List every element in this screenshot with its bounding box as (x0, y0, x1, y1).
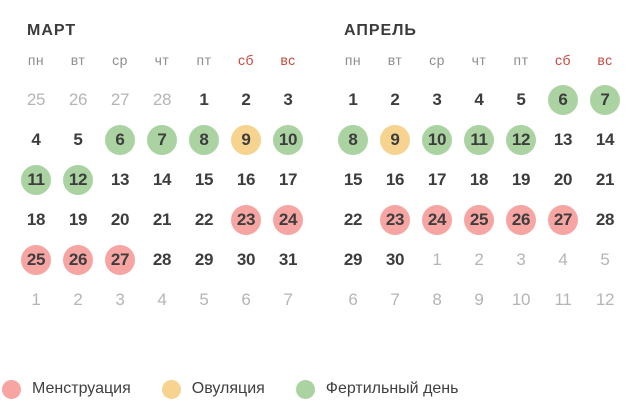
day-number: 26 (506, 205, 536, 235)
day-cell (584, 240, 626, 280)
day-number: 9 (380, 125, 410, 155)
day-cell (542, 120, 584, 160)
legend-label: Менструация (32, 380, 131, 397)
day-cell (332, 200, 374, 240)
day-number: 4 (474, 90, 484, 109)
day-cell (57, 120, 99, 160)
day-cell (500, 200, 542, 240)
day-cell (584, 160, 626, 200)
day-cell (183, 240, 225, 280)
day-number: 6 (548, 85, 578, 115)
day-cell (584, 120, 626, 160)
day-cell (225, 280, 267, 320)
day-cell (500, 80, 542, 120)
day-cell (458, 120, 500, 160)
day-cell (15, 80, 57, 120)
day-number: 17 (427, 170, 447, 189)
day-cell (57, 200, 99, 240)
day-cell (57, 80, 99, 120)
weekday-label: пн (344, 52, 362, 68)
day-cell (99, 120, 141, 160)
day-number: 4 (558, 250, 568, 269)
day-cell (267, 120, 309, 160)
month-grid (332, 80, 626, 320)
day-number: 22 (343, 210, 363, 229)
day-number: 4 (157, 290, 167, 309)
weekday-label: пн (27, 52, 45, 68)
day-number: 27 (110, 90, 130, 109)
weekday-label: сб (237, 52, 255, 68)
day-cell (332, 240, 374, 280)
month-title: АПРЕЛЬ (344, 22, 417, 39)
day-number: 7 (390, 290, 400, 309)
day-cell (15, 160, 57, 200)
day-cell (542, 160, 584, 200)
day-number: 2 (390, 90, 400, 109)
legend-label: Овуляция (191, 380, 265, 397)
day-number: 7 (590, 85, 620, 115)
day-number: 7 (147, 125, 177, 155)
day-number: 28 (152, 90, 172, 109)
day-cell (584, 200, 626, 240)
day-number: 16 (385, 170, 405, 189)
legend (2, 378, 458, 400)
day-cell (15, 200, 57, 240)
day-cell (225, 200, 267, 240)
day-cell (500, 240, 542, 280)
day-number: 22 (194, 210, 214, 229)
day-number: 8 (338, 125, 368, 155)
day-number: 30 (236, 250, 256, 269)
day-number: 27 (548, 205, 578, 235)
day-cell (99, 160, 141, 200)
day-number: 10 (422, 125, 452, 155)
day-number: 6 (105, 125, 135, 155)
weekday-label: вс (280, 52, 296, 68)
legend-dot-icon (296, 380, 315, 399)
legend-item (296, 380, 459, 399)
day-cell (500, 280, 542, 320)
day-cell (458, 160, 500, 200)
day-number: 29 (194, 250, 214, 269)
day-number: 1 (31, 290, 41, 309)
day-number: 4 (31, 130, 41, 149)
day-number: 25 (26, 90, 46, 109)
day-cell (267, 240, 309, 280)
day-number: 24 (273, 205, 303, 235)
day-cell (584, 280, 626, 320)
day-cell (99, 80, 141, 120)
day-cell (584, 80, 626, 120)
week-row (332, 280, 626, 320)
weekday-label: чт (471, 52, 487, 68)
day-cell (458, 80, 500, 120)
day-number: 12 (595, 290, 615, 309)
day-number: 19 (511, 170, 531, 189)
day-number: 30 (385, 250, 405, 269)
legend-item (162, 380, 265, 399)
day-number: 5 (600, 250, 610, 269)
day-number: 23 (231, 205, 261, 235)
day-number: 6 (241, 290, 251, 309)
day-cell (15, 280, 57, 320)
day-cell (332, 280, 374, 320)
day-cell (183, 80, 225, 120)
day-cell (267, 80, 309, 120)
day-cell (57, 280, 99, 320)
day-cell (500, 160, 542, 200)
day-number: 16 (236, 170, 256, 189)
day-cell (458, 280, 500, 320)
week-row (332, 80, 626, 120)
day-cell (183, 280, 225, 320)
weekday-label: сб (554, 52, 572, 68)
day-cell (374, 160, 416, 200)
weekday-header-row (332, 48, 626, 72)
day-cell (183, 160, 225, 200)
day-number: 31 (278, 250, 298, 269)
day-cell (267, 160, 309, 200)
weekday-label: пт (196, 52, 212, 68)
legend-dot-icon (2, 380, 21, 399)
day-cell (267, 280, 309, 320)
day-number: 5 (199, 290, 209, 309)
day-cell (141, 160, 183, 200)
day-cell (141, 200, 183, 240)
week-row (332, 120, 626, 160)
day-number: 13 (553, 130, 573, 149)
day-number: 28 (595, 210, 615, 229)
day-cell (458, 240, 500, 280)
day-cell (15, 120, 57, 160)
week-row (15, 80, 309, 120)
day-number: 15 (343, 170, 363, 189)
week-row (15, 280, 309, 320)
weekday-label: вт (70, 52, 86, 68)
day-number: 15 (194, 170, 214, 189)
day-cell (374, 280, 416, 320)
day-cell (458, 200, 500, 240)
day-cell (332, 80, 374, 120)
day-number: 26 (68, 90, 88, 109)
day-number: 26 (63, 245, 93, 275)
week-row (332, 200, 626, 240)
week-row (332, 240, 626, 280)
day-cell (416, 240, 458, 280)
day-cell (416, 280, 458, 320)
week-row (15, 240, 309, 280)
day-number: 10 (273, 125, 303, 155)
legend-item (2, 380, 131, 399)
day-cell (141, 80, 183, 120)
day-cell (374, 200, 416, 240)
month-title: МАРТ (27, 22, 77, 39)
day-number: 21 (595, 170, 615, 189)
day-number: 18 (469, 170, 489, 189)
day-number: 6 (348, 290, 358, 309)
day-number: 10 (511, 290, 531, 309)
day-number: 18 (26, 210, 46, 229)
day-number: 25 (21, 245, 51, 275)
weekday-label: пт (513, 52, 529, 68)
day-cell (374, 80, 416, 120)
week-row (332, 160, 626, 200)
day-cell (374, 120, 416, 160)
weekday-label: вс (597, 52, 613, 68)
day-number: 2 (241, 90, 251, 109)
day-number: 21 (152, 210, 172, 229)
day-number: 25 (464, 205, 494, 235)
day-number: 29 (343, 250, 363, 269)
day-number: 1 (199, 90, 209, 109)
day-cell (416, 80, 458, 120)
day-cell (332, 120, 374, 160)
day-number: 2 (474, 250, 484, 269)
day-cell (416, 120, 458, 160)
day-number: 9 (474, 290, 484, 309)
weekday-label: ср (112, 52, 128, 68)
day-cell (99, 240, 141, 280)
day-cell (416, 160, 458, 200)
day-cell (141, 120, 183, 160)
day-cell (57, 160, 99, 200)
day-number: 28 (152, 250, 172, 269)
day-number: 8 (189, 125, 219, 155)
day-cell (374, 240, 416, 280)
day-number: 20 (110, 210, 130, 229)
day-cell (225, 80, 267, 120)
day-number: 13 (110, 170, 130, 189)
day-number: 11 (554, 290, 572, 309)
day-cell (332, 160, 374, 200)
day-number: 14 (595, 130, 615, 149)
day-cell (99, 280, 141, 320)
day-number: 3 (283, 90, 293, 109)
day-cell (99, 200, 141, 240)
day-number: 5 (73, 130, 83, 149)
weekday-label: вт (387, 52, 403, 68)
day-cell (183, 200, 225, 240)
week-row (15, 200, 309, 240)
weekday-label: чт (154, 52, 170, 68)
day-cell (542, 240, 584, 280)
day-number: 11 (21, 165, 51, 195)
day-number: 11 (464, 125, 494, 155)
day-number: 17 (278, 170, 298, 189)
day-cell (225, 120, 267, 160)
day-cell (267, 200, 309, 240)
day-cell (57, 240, 99, 280)
legend-label: Фертильный день (325, 380, 459, 397)
day-number: 3 (516, 250, 526, 269)
month-grid (15, 80, 309, 320)
day-number: 12 (506, 125, 536, 155)
day-number: 24 (422, 205, 452, 235)
day-cell (183, 120, 225, 160)
day-cell (500, 120, 542, 160)
day-cell (542, 80, 584, 120)
day-cell (225, 240, 267, 280)
day-cell (416, 200, 458, 240)
day-number: 7 (283, 290, 293, 309)
day-number: 1 (348, 90, 358, 109)
weekday-label: ср (429, 52, 445, 68)
month-april (332, 22, 626, 320)
day-number: 8 (432, 290, 442, 309)
day-cell (141, 240, 183, 280)
day-cell (225, 160, 267, 200)
day-cell (542, 280, 584, 320)
day-number: 19 (68, 210, 88, 229)
day-number: 14 (152, 170, 172, 189)
day-number: 23 (380, 205, 410, 235)
day-number: 20 (553, 170, 573, 189)
day-number: 1 (432, 250, 442, 269)
week-row (15, 120, 309, 160)
week-row (15, 160, 309, 200)
day-number: 9 (231, 125, 261, 155)
day-number: 2 (73, 290, 83, 309)
day-number: 3 (115, 290, 125, 309)
day-cell (141, 280, 183, 320)
month-march (15, 22, 309, 320)
day-cell (542, 200, 584, 240)
day-number: 27 (105, 245, 135, 275)
legend-dot-icon (162, 380, 181, 399)
day-cell (15, 240, 57, 280)
day-number: 12 (63, 165, 93, 195)
day-number: 3 (432, 90, 442, 109)
weekday-header-row (15, 48, 309, 72)
day-number: 5 (516, 90, 526, 109)
